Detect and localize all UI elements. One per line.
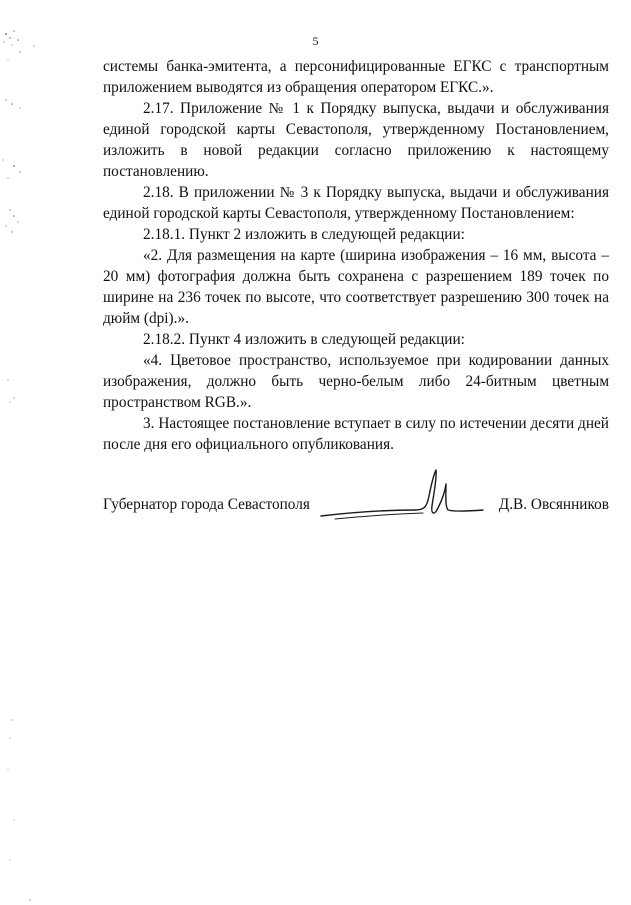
scan-noise	[0, 0, 60, 905]
document-body	[103, 56, 609, 455]
paragraph: 2.18. В приложении № 3 к Порядку выпуска, выдачи и обслуживания единой городской карты Севастополя, утвержденному Постановлением:	[103, 184, 609, 222]
paragraph: 2.18.1. Пункт 2 изложить в следующей редакции:	[143, 226, 465, 243]
paragraph: системы банка-эмитента, а персонифицированные ЕГКС с транспортным приложением выводятся из обращения оператором ЕГКС.».	[103, 58, 609, 96]
paragraph: «2. Для размещения на карте (ширина изображения – 16 мм, высота – 20 мм) фотография должна быть сохранена с разрешением 189 точек по ширине на 236 точек по высоте, что соответствует разрешению 300 точек на дюйм (dpi).».	[103, 247, 609, 327]
signature-block	[103, 494, 609, 520]
signatory-name: Д.В. Овсянников	[498, 496, 609, 513]
paragraph: «4. Цветовое пространство, используемое при кодировании данных изображения, должно быть черно-белым либо 24-битным цветным пространством RGB.».	[103, 352, 609, 411]
paragraph: 2.18.2. Пункт 4 изложить в следующей редакции:	[143, 331, 465, 348]
page-number: 5	[312, 34, 319, 48]
handwritten-signature	[315, 466, 485, 526]
paragraph: 3. Настоящее постановление вступает в силу по истечении десяти дней после дня его официального опубликования.	[103, 415, 609, 453]
signatory-position: Губернатор города Севастополя	[103, 496, 310, 513]
paragraph: 2.17. Приложение № 1 к Порядку выпуска, выдачи и обслуживания единой городской карты Севастополя, утвержденному Постановлением, изложить в новой редакции согласно приложению к настоящему постановлению.	[103, 100, 609, 180]
